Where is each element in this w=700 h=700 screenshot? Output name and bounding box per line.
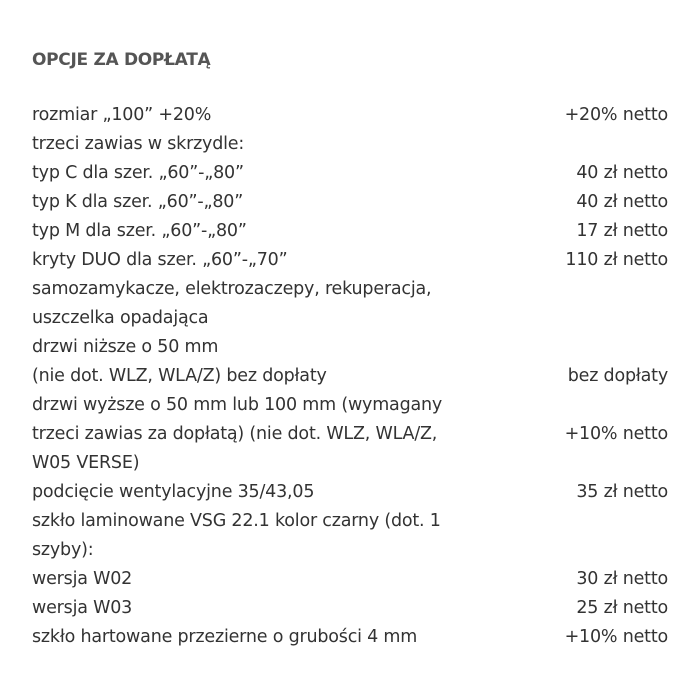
option-line <box>32 130 668 159</box>
option-price: 25 zł netto <box>576 598 668 618</box>
option-price: 30 zł netto <box>576 569 668 589</box>
option-line <box>32 594 668 623</box>
option-price: +10% netto <box>564 424 668 444</box>
option-label: kryty DUO dla szer. „60”-„70” <box>32 250 288 270</box>
option-line <box>32 391 668 420</box>
option-label: W05 VERSE) <box>32 453 140 473</box>
option-label: trzeci zawias w skrzydle: <box>32 134 245 154</box>
option-price: 40 zł netto <box>576 192 668 212</box>
option-label: podcięcie wentylacyjne 35/43,05 <box>32 482 315 502</box>
section-title: OPCJE ZA DOPŁATĄ <box>32 50 211 70</box>
option-line <box>32 565 668 594</box>
option-line <box>32 507 668 536</box>
option-line <box>32 101 668 130</box>
options-list <box>32 101 668 652</box>
option-label: trzeci zawias za dopłatą) (nie dot. WLZ, WLA/Z, <box>32 424 438 444</box>
option-label: typ C dla szer. „60”-„80” <box>32 163 244 183</box>
option-label: drzwi wyższe o 50 mm lub 100 mm (wymagany <box>32 395 443 415</box>
option-line <box>32 449 668 478</box>
option-label: szkło hartowane przezierne o grubości 4 mm <box>32 627 418 647</box>
option-price: 17 zł netto <box>576 221 668 241</box>
option-line <box>32 188 668 217</box>
option-price: 35 zł netto <box>576 482 668 502</box>
option-label: rozmiar „100” +20% <box>32 105 212 125</box>
option-line <box>32 159 668 188</box>
option-line <box>32 246 668 275</box>
option-label: (nie dot. WLZ, WLA/Z) bez dopłaty <box>32 366 327 386</box>
option-line <box>32 217 668 246</box>
option-label: szkło laminowane VSG 22.1 kolor czarny (dot. 1 <box>32 511 441 531</box>
option-price: bez dopłaty <box>567 366 668 386</box>
option-label: wersja W03 <box>32 598 133 618</box>
option-label: szyby): <box>32 540 94 560</box>
option-price: 110 zł netto <box>565 250 668 270</box>
option-line <box>32 362 668 391</box>
option-line <box>32 333 668 362</box>
option-line <box>32 420 668 449</box>
option-price: +10% netto <box>564 627 668 647</box>
option-label: wersja W02 <box>32 569 133 589</box>
option-label: typ K dla szer. „60”-„80” <box>32 192 244 212</box>
option-line <box>32 478 668 507</box>
option-label: drzwi niższe o 50 mm <box>32 337 219 357</box>
option-label: uszczelka opadająca <box>32 308 209 328</box>
option-price: +20% netto <box>564 105 668 125</box>
option-line <box>32 304 668 333</box>
option-line <box>32 623 668 652</box>
option-line <box>32 275 668 304</box>
option-label: typ M dla szer. „60”-„80” <box>32 221 247 241</box>
option-label: samozamykacze, elektrozaczepy, rekuperacja, <box>32 279 432 299</box>
option-price: 40 zł netto <box>576 163 668 183</box>
option-line <box>32 536 668 565</box>
